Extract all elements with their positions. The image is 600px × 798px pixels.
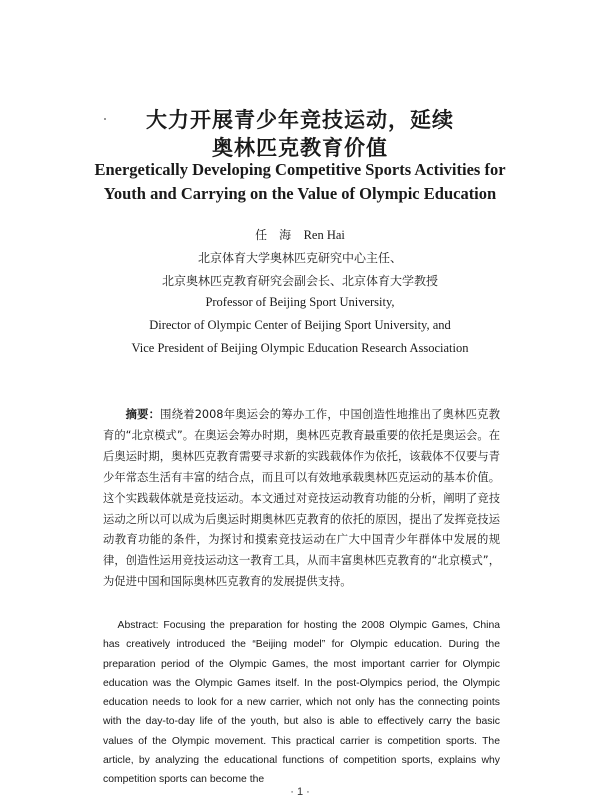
abstract-text-en: Focusing the preparation for hosting the 2008 Olympic Games, China has creatively introduced the “Beijing model” for Olympic education. During the preparation period of the Olympic Games, the most important carrier for Olympic education was the Olympic Games itself. In the post-Olympics period, the Olympic education needs to look for a new carrier, which not only has the connecting points with the day-to-day life of the youth, but also is able to effectively carry the basic values of the Olympic movement. This practical carrier is competition sports. The article, by analyzing the educational functions of competition sports, explains why competition sports can become the xyxy=(103,620,500,786)
chinese-title-line-2: 奥林匹克教育价值 xyxy=(212,136,388,160)
affiliation-en-3: Vice President of Beijing Olympic Education Research Association xyxy=(131,341,469,355)
english-title-line-1: Energetically Developing Competitive Sports Activities for xyxy=(94,160,506,179)
affiliation-en-2: Director of Olympic Center of Beijing Sport University, and xyxy=(149,318,451,332)
abstract-english xyxy=(103,616,500,790)
abstract-label-en: Abstract: xyxy=(117,620,159,631)
abstract-text-zh: 围绕着2008年奥运会的筹办工作，中国创造性地推出了奥林匹克教育的“北京模式”。在奥运会筹办时期，奥林匹克教育最重要的依托是奥运会。在后奥运时期，奥林匹克教育需要寻求新的实践载体作为依托，该载体不仅要与青少年常态生活有丰富的结合点，而且可以有效地承载奥林匹克运动的基本价值。这个实践载体就是竞技运动。本文通过对竞技运动教育功能的分析，阐明了竞技运动之所以可以成为后奥运时期奥林匹克教育的依托的原因，提出了发挥竞技运动教育功能的条件，为探讨和摸索竞技运动在广大中国青少年群体中发展的规律，创造性运用竞技运动这一教育工具，从而丰富奥林匹克教育的“北京模式”，为促进中国和国际奥林匹克教育的发展提供支持。 xyxy=(103,408,500,589)
abstract-label-zh: 摘要： xyxy=(125,408,161,421)
page-number: · 1 · xyxy=(290,786,310,798)
author-name-zh: 任 海 xyxy=(255,228,292,242)
affiliation-zh-2: 北京奥林匹克教育研究会副会长、北京体育大学教授 xyxy=(161,274,438,288)
abstract-chinese xyxy=(103,405,500,593)
english-title-line-2: Youth and Carrying on the Value of Olympic Education xyxy=(103,184,497,203)
chinese-title-line-1: 大力开展青少年竞技运动，延续 xyxy=(146,108,454,132)
affiliation-en-1: Professor of Beijing Sport University, xyxy=(205,295,395,309)
author-line xyxy=(0,226,600,243)
affiliation-zh-1: 北京体育大学奥林匹克研究中心主任、 xyxy=(197,251,402,265)
author-name-en: Ren Hai xyxy=(303,228,345,242)
